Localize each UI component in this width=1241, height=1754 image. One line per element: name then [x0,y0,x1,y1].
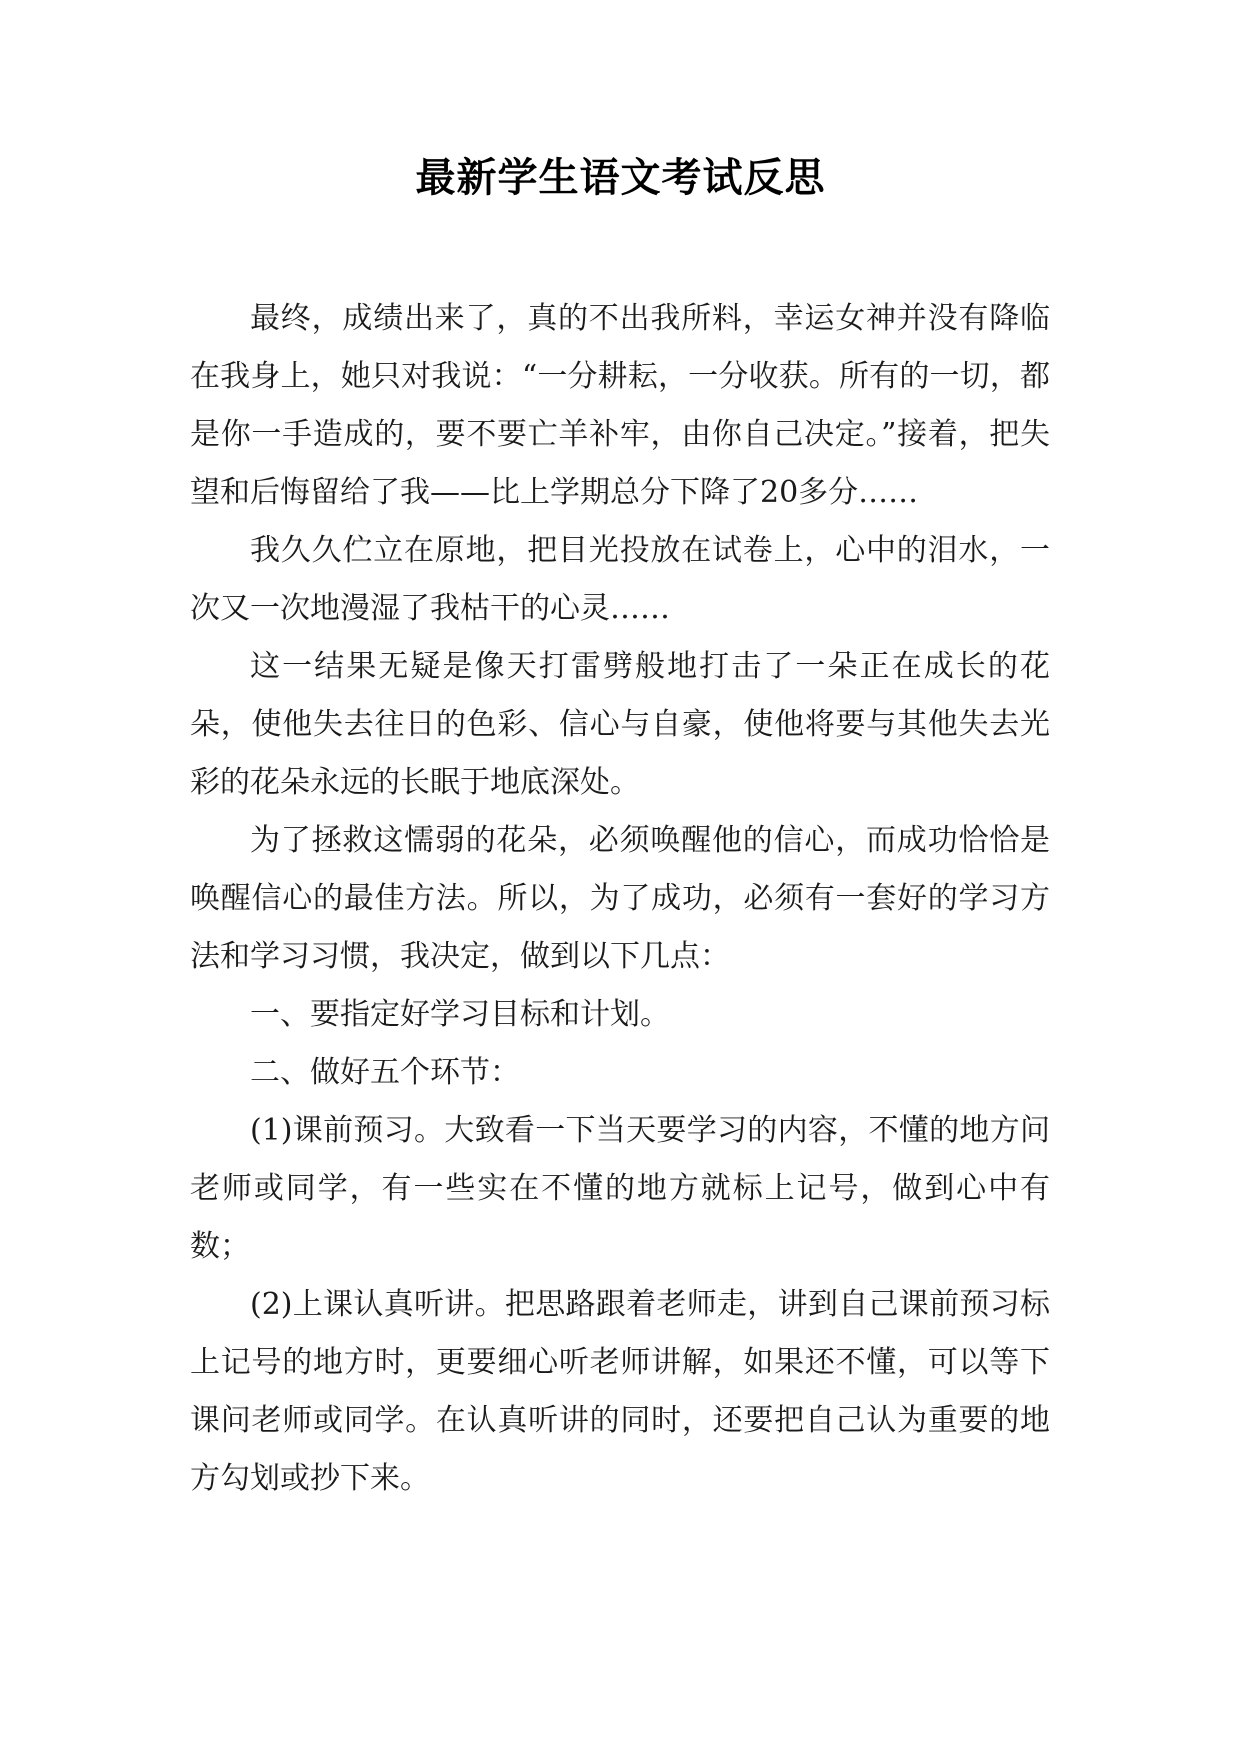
document-body [190,290,1050,1508]
sub-item-preview: (1)课前预习。大致看一下当天要学习的内容，不懂的地方问老师或同学，有一些实在不懂的地方就标上记号，做到心中有数； [190,1113,1050,1264]
paragraph: 这一结果无疑是像天打雷劈般地打击了一朵正在成长的花朵，使他失去往日的色彩、信心与自豪，使他将要与其他失去光彩的花朵永远的长眠于地底深处。 [190,649,1050,800]
sub-item-listen: (2)上课认真听讲。把思路跟着老师走，讲到自己课前预习标上记号的地方时，更要细心听老师讲解，如果还不懂，可以等下课问老师或同学。在认真听讲的同时，还要把自己认为重要的地方勾划或抄下来。 [190,1287,1050,1496]
paragraph: 为了拯救这懦弱的花朵，必须唤醒他的信心，而成功恰恰是唤醒信心的最佳方法。所以，为了成功，必须有一套好的学习方法和学习习惯，我决定，做到以下几点： [190,823,1050,974]
paragraph: 最终，成绩出来了，真的不出我所料，幸运女神并没有降临在我身上，她只对我说：“一分耕耘，一分收获。所有的一切，都是你一手造成的，要不要亡羊补牢，由你自己决定。”接着，把失望和后悔留给了我——比上学期总分下降了20多分…… [190,301,1050,510]
list-item-steps: 二、做好五个环节： [250,1055,520,1090]
document-title: 最新学生语文考试反思 [415,154,826,201]
list-item-goal: 一、要指定好学习目标和计划。 [250,997,670,1032]
paragraph: 我久久伫立在原地，把目光投放在试卷上，心中的泪水，一次又一次地漫湿了我枯干的心灵…… [190,533,1050,626]
